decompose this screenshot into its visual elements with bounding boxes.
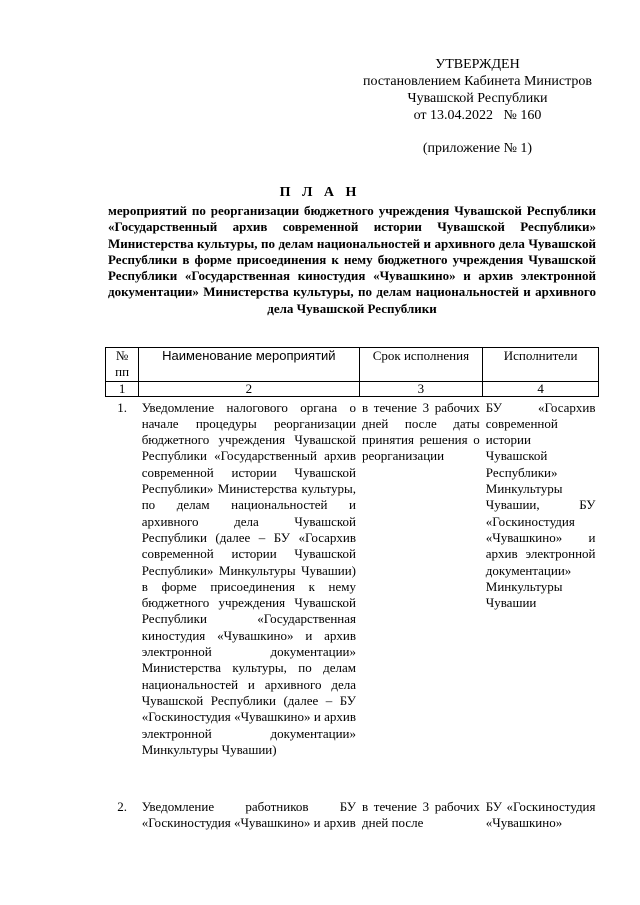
column-number-row	[106, 381, 599, 396]
plan-table	[105, 347, 599, 832]
row-number: 1.	[117, 399, 127, 415]
column-number: 3	[359, 381, 483, 396]
header-number: № пп	[106, 348, 139, 382]
table-row	[106, 396, 599, 796]
header-executors: Исполнители	[483, 348, 599, 382]
approval-block	[350, 56, 605, 157]
approval-date-number: от 13.04.2022 № 160	[413, 108, 542, 123]
table-header-row	[106, 348, 599, 382]
row-executors: БУ «Госкиностудия «Чувашкино»	[485, 799, 596, 831]
header-activity: Наименование мероприятий	[139, 348, 359, 382]
row-activity: Уведомление налогового органа о начале процедуры реорганизации бюджетного учреждения Чувашской Республики «Государственный архив современной истории Чувашской Республики» Министерства культуры, по делам национальностей и архивного дела Чувашской Республики (далее – БУ «Госархив современной истории Чувашской Республики» Минкультуры Чувашии) в форме присоединения к нему бюджетного учреждения Чувашской Республики «Государственная киностудия «Чувашкино» и архив электронной документации» Министерства культуры, по делам национальностей и архивного дела Чувашской Республики (далее – БУ «Госкиностудия «Чувашкино» и архив электронной документации» Минкультуры Чувашии)	[141, 399, 357, 757]
row-deadline: в течение 3 рабочих дней после даты принятия решения о реорганизации	[362, 399, 480, 464]
column-number: 1	[106, 381, 139, 396]
approval-heading: УТВЕРЖДЕН	[435, 57, 520, 72]
approval-resolution: постановлением Кабинета Министров	[363, 74, 592, 89]
column-number: 4	[483, 381, 599, 396]
plan-title: П Л А Н	[279, 185, 361, 200]
row-activity: Уведомление работников БУ «Госкиностудия «Чувашкино» и архив	[141, 799, 357, 831]
approval-republic: Чувашской Республики	[407, 91, 548, 106]
plan-subtitle: мероприятий по реорганизации бюджетного учреждения Чувашской Республики «Государственный архив современной истории Чувашской Республики» Министерства культуры, по делам национальностей и архивного дела Чувашской Республики в форме присоединения к нему бюджетного учреждения Чувашской Республики «Государственная киностудия «Чувашкино» и архив электронной документации» Министерства культуры, по делам национальностей и архивного дела Чувашской Республики	[108, 203, 596, 316]
row-deadline: в течение 3 рабочих дней после	[362, 799, 480, 831]
column-number: 2	[139, 381, 359, 396]
table-row	[106, 796, 599, 832]
row-executors: БУ «Госархив современной истории Чувашской Республики» Минкультуры Чувашии, БУ «Госкиностудия «Чувашкино» и архив электронной документации» Минкультуры Чувашии	[485, 399, 596, 611]
row-number: 2.	[117, 799, 127, 815]
appendix-label: (приложение № 1)	[422, 141, 533, 156]
header-deadline: Срок исполнения	[359, 348, 483, 382]
